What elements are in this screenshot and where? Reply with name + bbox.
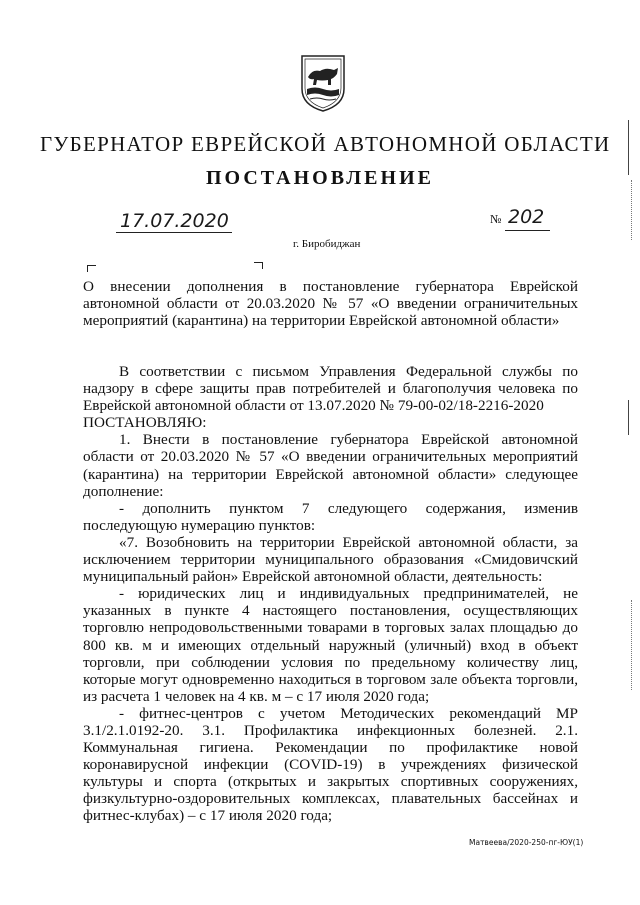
margin-mark	[628, 400, 629, 435]
subject-corner-right	[254, 262, 263, 269]
paragraph-item-1: 1. Внести в постановление губернатора Еврейской автономной области от 20.03.2020 № 57 «О введении ограничительных мероприятий (карантина) на территории Еврейской автономной области» следующее дополнение:	[83, 431, 578, 500]
document-number: 202	[508, 206, 545, 228]
paragraph-add-item: - дополнить пунктом 7 следующего содержания, изменив последующую нумерацию пунктов:	[83, 499, 578, 534]
scan-edge-marks	[631, 600, 633, 690]
scan-edge-marks	[631, 180, 633, 240]
document-subject	[83, 278, 578, 329]
document-body	[83, 363, 578, 825]
document-date: 17.07.2020	[120, 210, 229, 232]
coat-of-arms-emblem	[298, 53, 348, 113]
number-sign: №	[490, 212, 502, 226]
paragraph-decree: ПОСТАНОВЛЯЮ:	[83, 414, 207, 432]
city-label: г. Биробиджан	[293, 238, 361, 250]
paragraph-basis: В соответствии с письмом Управления Федеральной службы по надзору в сфере защиты прав потребителей и благополучия человека по Еврейской автономной области от 13.07.2020 № 79-00-02/18-2216-2020	[83, 363, 578, 415]
date-underline	[116, 232, 232, 233]
margin-mark	[628, 120, 629, 175]
issuer-title: ГУБЕРНАТОР ЕВРЕЙСКОЙ АВТОНОМНОЙ ОБЛАСТИ	[40, 132, 611, 156]
paragraph-fitness: - фитнес-центров с учетом Методических рекомендаций МР 3.1/2.1.0192-20. 3.1. Профилактика инфекционных болезней. 2.1. Коммунальная гигиена. Рекомендации по профилактике новой коронавирусной инфекции (COVID-19) в учреждениях физической культуры и спорта (открытых и закрытых спортивных сооружениях, физкультурно-оздоровительных комплексах, плавательных бассейнах и фитнес-клубах) – с 17 июля 2020 года;	[83, 704, 578, 825]
document-type-heading: ПОСТАНОВЛЕНИЕ	[206, 167, 434, 189]
subject-corner-left	[87, 265, 96, 272]
subject-paragraph: О внесении дополнения в постановление губернатора Еврейской автономной области от 20.03.2020 № 57 «О введении ограничительных мероприятий (карантина) на территории Еврейской автономной области»	[83, 278, 578, 330]
number-underline	[505, 230, 550, 231]
paragraph-item-7: «7. Возобновить на территории Еврейской автономной области, за исключением территории муниципального образования «Смидовичский муниципальный район» Еврейской автономной области, деятельность:	[83, 533, 578, 586]
signature-code: Матвеева/2020-250-пг-ЮУ(1)	[469, 838, 584, 847]
paragraph-trade: - юридических лиц и индивидуальных предпринимателей, не указанных в пункте 4 настоящего постановления, осуществляющих торговлю непродовольственными товарами в торговых залах площадью до 800 кв. м и имеющих отдельный наружный (уличный) вход в объект торговли, при соблюдении условия по предельному количеству лиц, которые могут одновременно находиться в торговом зале объекта торговли, из расчета 1 человек на 4 кв. м – с 17 июля 2020 года;	[83, 585, 578, 705]
